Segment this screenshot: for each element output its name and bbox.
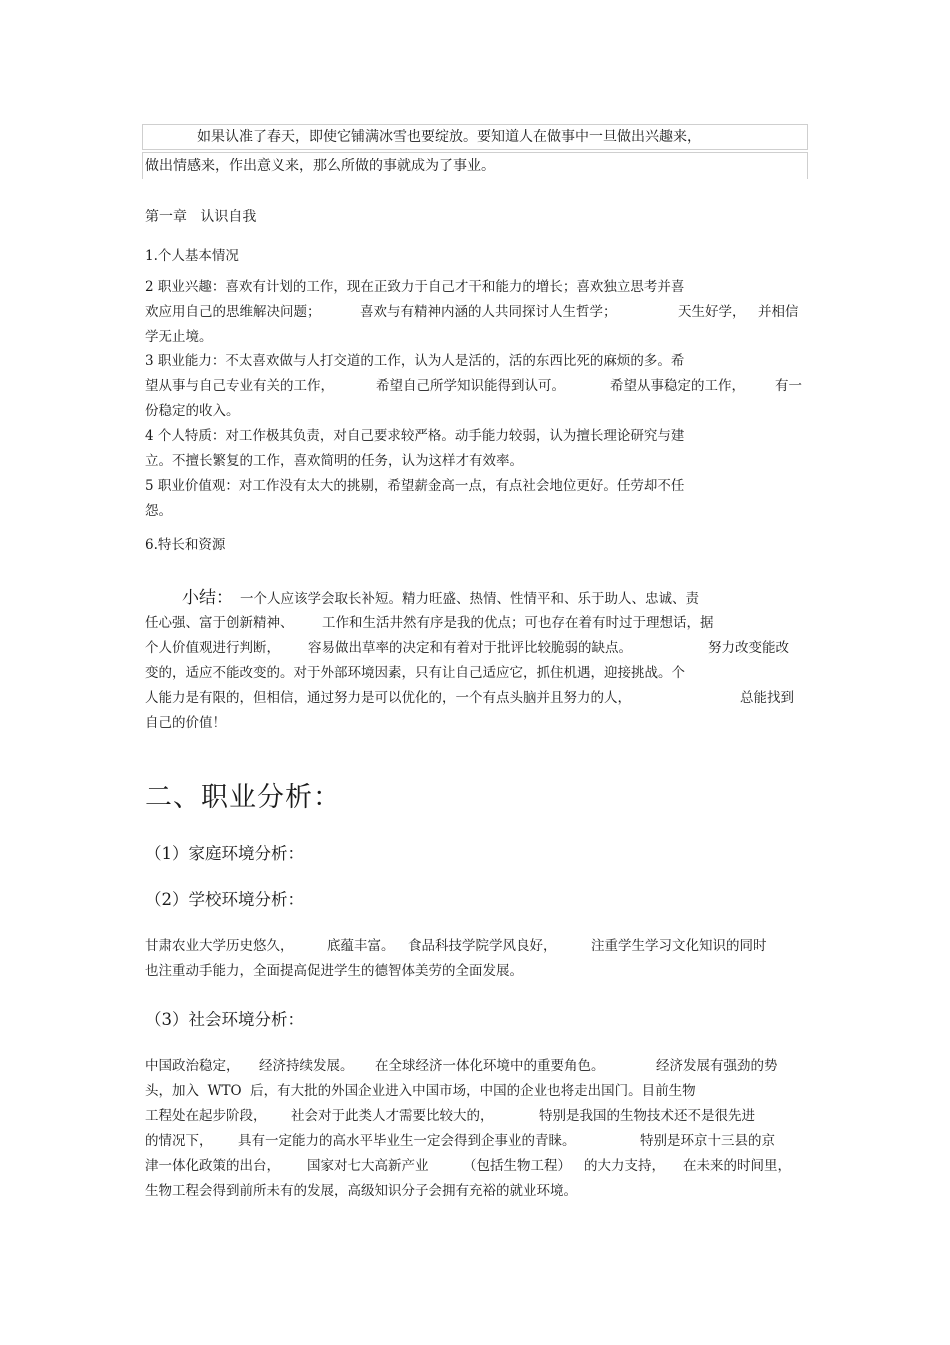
item-traits-l1: 4 个人特质：对工作极其负责，对自己要求较严格。动手能力较弱，认为擅长理论研究与建 [145,428,685,444]
item-ability-l2c: 希望从事稳定的工作， [610,378,745,394]
society-l4b: 具有一定能力的高水平毕业生一定会得到企事业的青睐。 [238,1133,576,1149]
item-interest-l2c: 天生好学， [678,304,746,320]
society-l3a: 工程处在起步阶段， [145,1108,267,1124]
item-ability-l1: 3 职业能力：不太喜欢做与人打交道的工作，认为人是活的，活的东西比死的麻烦的多。希 [145,353,685,369]
summary-l5b: 总能找到 [740,690,794,706]
summary-l2a: 任心强、富于创新精神、 [145,615,294,631]
item-strengths: 6.特长和资源 [145,537,226,553]
summary-l3b: 容易做出草率的决定和有着对于批评比较脆弱的缺点。 [308,640,632,656]
society-l5e: 在未来的时间里， [683,1158,791,1174]
society-l5d: 的大力支持， [584,1158,665,1174]
society-l1c: 在全球经济一体化环境中的重要角色。 [375,1058,605,1074]
school-l1d: 注重学生学习文化知识的同时 [591,938,767,954]
item-ability-l3: 份稳定的收入。 [145,403,240,419]
item-interest-l2a: 欢应用自己的思维解决问题； [145,304,321,320]
society-l1b: 经济持续发展。 [259,1058,354,1074]
school-l2: 也注重动手能力，全面提高促进学生的德智体美劳的全面发展。 [145,963,523,979]
quote-line-1: 如果认准了春天，即使它铺满冰雪也要绽放。要知道人在做事中一旦做出兴趣来， [197,129,701,145]
section-family-env: （1）家庭环境分析： [145,844,304,863]
item-traits-l2: 立。不擅长繁复的工作，喜欢简明的任务，认为这样才有效率。 [145,453,523,469]
item-interest-l2d: 并相信 [758,304,799,320]
item-interest-l3: 学无止境。 [145,329,213,345]
summary-l2b: 工作和生活井然有序是我的优点；可也存在着有时过于理想话，据 [322,615,714,631]
chapter1-title: 第一章 认识自我 [145,209,257,225]
item-interest-l2b: 喜欢与有精神内涵的人共同探讨人生哲学； [360,304,617,320]
school-l1c: 食品科技学院学风良好， [408,938,557,954]
item-interest-l1: 2 职业兴趣：喜欢有计划的工作，现在正致力于自己才干和能力的增长；喜欢独立思考并喜 [145,279,685,295]
summary-l1: 一个人应该学会取长补短。精力旺盛、热情、性情平和、乐于助人、忠诚、责 [240,591,699,607]
section-school-env: （2）学校环境分析： [145,890,304,909]
school-l1b: 底蕴丰富。 [327,938,395,954]
society-l5c: （包括生物工程） [463,1158,571,1174]
society-l6: 生物工程会得到前所未有的发展，高级知识分子会拥有充裕的就业环境。 [145,1183,577,1199]
item-ability-l2d: 有一 [775,378,802,394]
summary-l3a: 个人价值观进行判断， [145,640,280,656]
summary-l4: 变的，适应不能改变的。对于外部环境因素，只有让自己适应它，抓住机遇，迎接挑战。个 [145,665,685,681]
society-l5a: 津一体化政策的出台， [145,1158,280,1174]
item-values-l1: 5 职业价值观：对工作没有太大的挑剔，希望薪金高一点，有点社会地位更好。任劳却不任 [145,478,685,494]
summary-l6: 自己的价值！ [145,715,226,731]
society-l1d: 经济发展有强劲的势 [656,1058,778,1074]
item-ability-l2a: 望从事与自己专业有关的工作， [145,378,334,394]
summary-lead: 小结： [182,588,233,608]
society-l1a: 中国政治稳定， [145,1058,240,1074]
quote-line-2: 做出情感来，作出意义来，那么所做的事就成为了事业。 [145,158,495,174]
section-society-env: （3）社会环境分析： [145,1010,304,1029]
item-ability-l2b: 希望自己所学知识能得到认可。 [376,378,565,394]
society-l4a: 的情况下， [145,1133,213,1149]
society-l4c: 特别是环京十三县的京 [640,1133,775,1149]
school-l1a: 甘肃农业大学历史悠久， [145,938,294,954]
society-l3c: 特别是我国的生物技术还不是很先进 [539,1108,755,1124]
item-values-l2: 怨。 [145,503,172,519]
society-l3b: 社会对于此类人才需要比较大的， [291,1108,494,1124]
society-l5b: 国家对七大高新产业 [307,1158,429,1174]
chapter2-title: 二、职业分析： [145,782,341,813]
summary-l3c: 努力改变能改 [708,640,789,656]
society-l2: 头，加入 WTO 后，有大批的外国企业进入中国市场，中国的企业也将走出国门。目前生物 [145,1083,696,1099]
item-basic-info: 1.个人基本情况 [145,248,239,264]
summary-l5a: 人能力是有限的，但相信，通过努力是可以优化的，一个有点头脑并且努力的人， [145,690,631,706]
